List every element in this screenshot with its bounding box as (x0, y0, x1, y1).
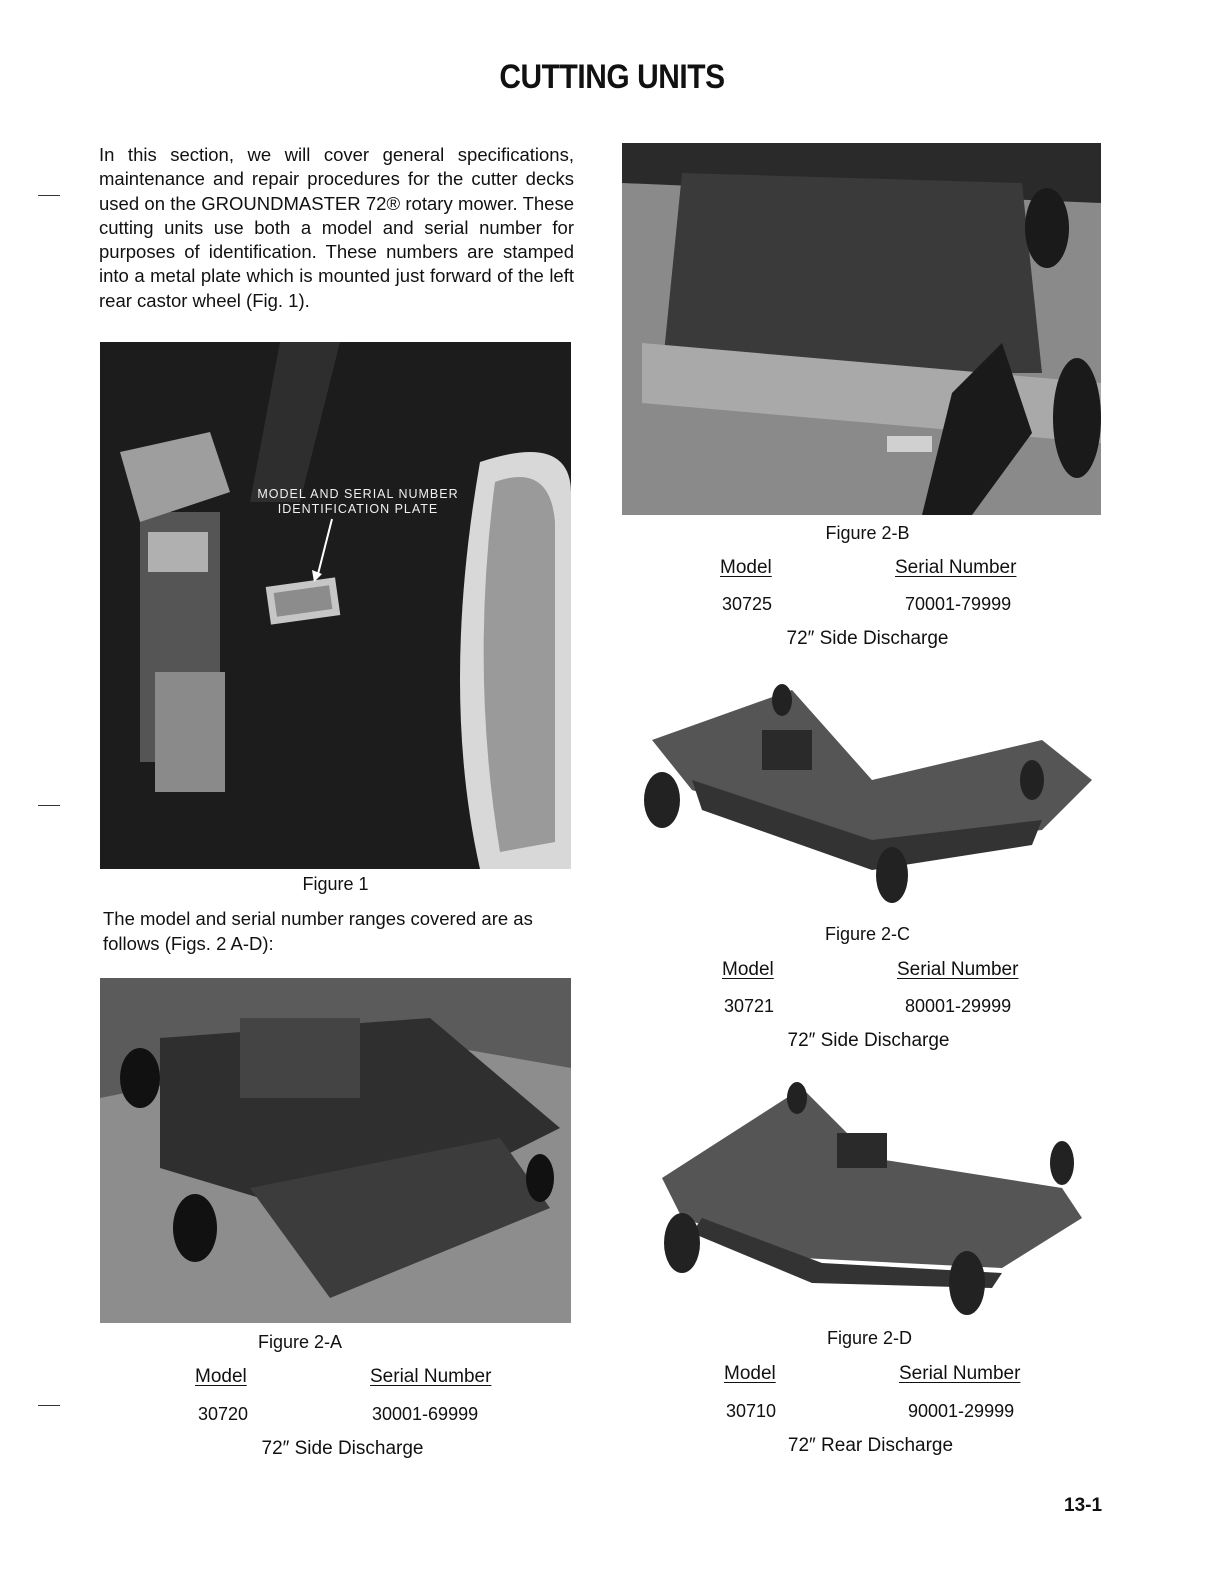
figure-2d-photo (622, 1068, 1101, 1320)
binding-mark (38, 805, 60, 806)
figure-1-label-line1: MODEL AND SERIAL NUMBER (257, 487, 459, 501)
figure-2b-serial: 70001-79999 (905, 594, 1012, 614)
figure-2d-caption: Figure 2-D (826, 1328, 913, 1348)
figure-1-caption: Figure 1 (302, 874, 369, 894)
figure-2c-photo (622, 660, 1101, 910)
page-number: 13-1 (1064, 1495, 1103, 1516)
page-title: CUTTING UNITS (499, 58, 725, 96)
figure-1-label-line2: IDENTIFICATION PLATE (277, 502, 439, 516)
binding-mark (38, 1405, 60, 1406)
figure-2a-serial: 30001-69999 (372, 1404, 479, 1424)
ranges-intro: The model and serial number ranges covered are as follows (Figs. 2 A-D): (103, 908, 533, 954)
figure-2c-model-header: Model (722, 959, 774, 980)
figure-2a-photo (100, 978, 571, 1323)
figure-2b-model: 30725 (722, 594, 773, 614)
figure-2a-model-header: Model (195, 1366, 247, 1387)
figure-2a-serial-header: Serial Number (370, 1366, 492, 1387)
figure-2a-caption: Figure 2-A (257, 1332, 343, 1352)
figure-2d-serial: 90001-29999 (908, 1401, 1015, 1421)
figure-2c-caption: Figure 2-C (824, 924, 911, 944)
intro-paragraph: In this section, we will cover general specifications, maintenance and repair procedures for the cutter decks used on the GROUNDMASTER 72® rotary mower. These cutting units use both a model and serial number for purposes of identification. These numbers are stamped into a metal plate which is mounted just forward of the left rear castor wheel (Fig. 1). (99, 144, 574, 311)
figure-2b-photo (622, 143, 1101, 515)
figure-2c-model: 30721 (724, 996, 775, 1016)
figure-2b-serial-header: Serial Number (895, 557, 1017, 578)
figure-2b-caption: Figure 2-B (825, 523, 910, 543)
binding-mark (38, 195, 60, 196)
figure-2b-description: 72″ Side Discharge (786, 628, 949, 649)
figure-2b-model-header: Model (720, 557, 772, 578)
figure-2c-serial: 80001-29999 (905, 996, 1012, 1016)
figure-2a-model: 30720 (198, 1404, 249, 1424)
figure-2a-description: 72″ Side Discharge (261, 1438, 424, 1459)
figure-2d-description: 72″ Rear Discharge (787, 1435, 954, 1456)
figure-2c-description: 72″ Side Discharge (787, 1030, 950, 1051)
figure-2c-serial-header: Serial Number (897, 959, 1019, 980)
figure-2d-serial-header: Serial Number (899, 1363, 1021, 1384)
figure-2d-model-header: Model (724, 1363, 776, 1384)
figure-1-photo (100, 342, 571, 869)
figure-2d-model: 30710 (726, 1401, 777, 1421)
